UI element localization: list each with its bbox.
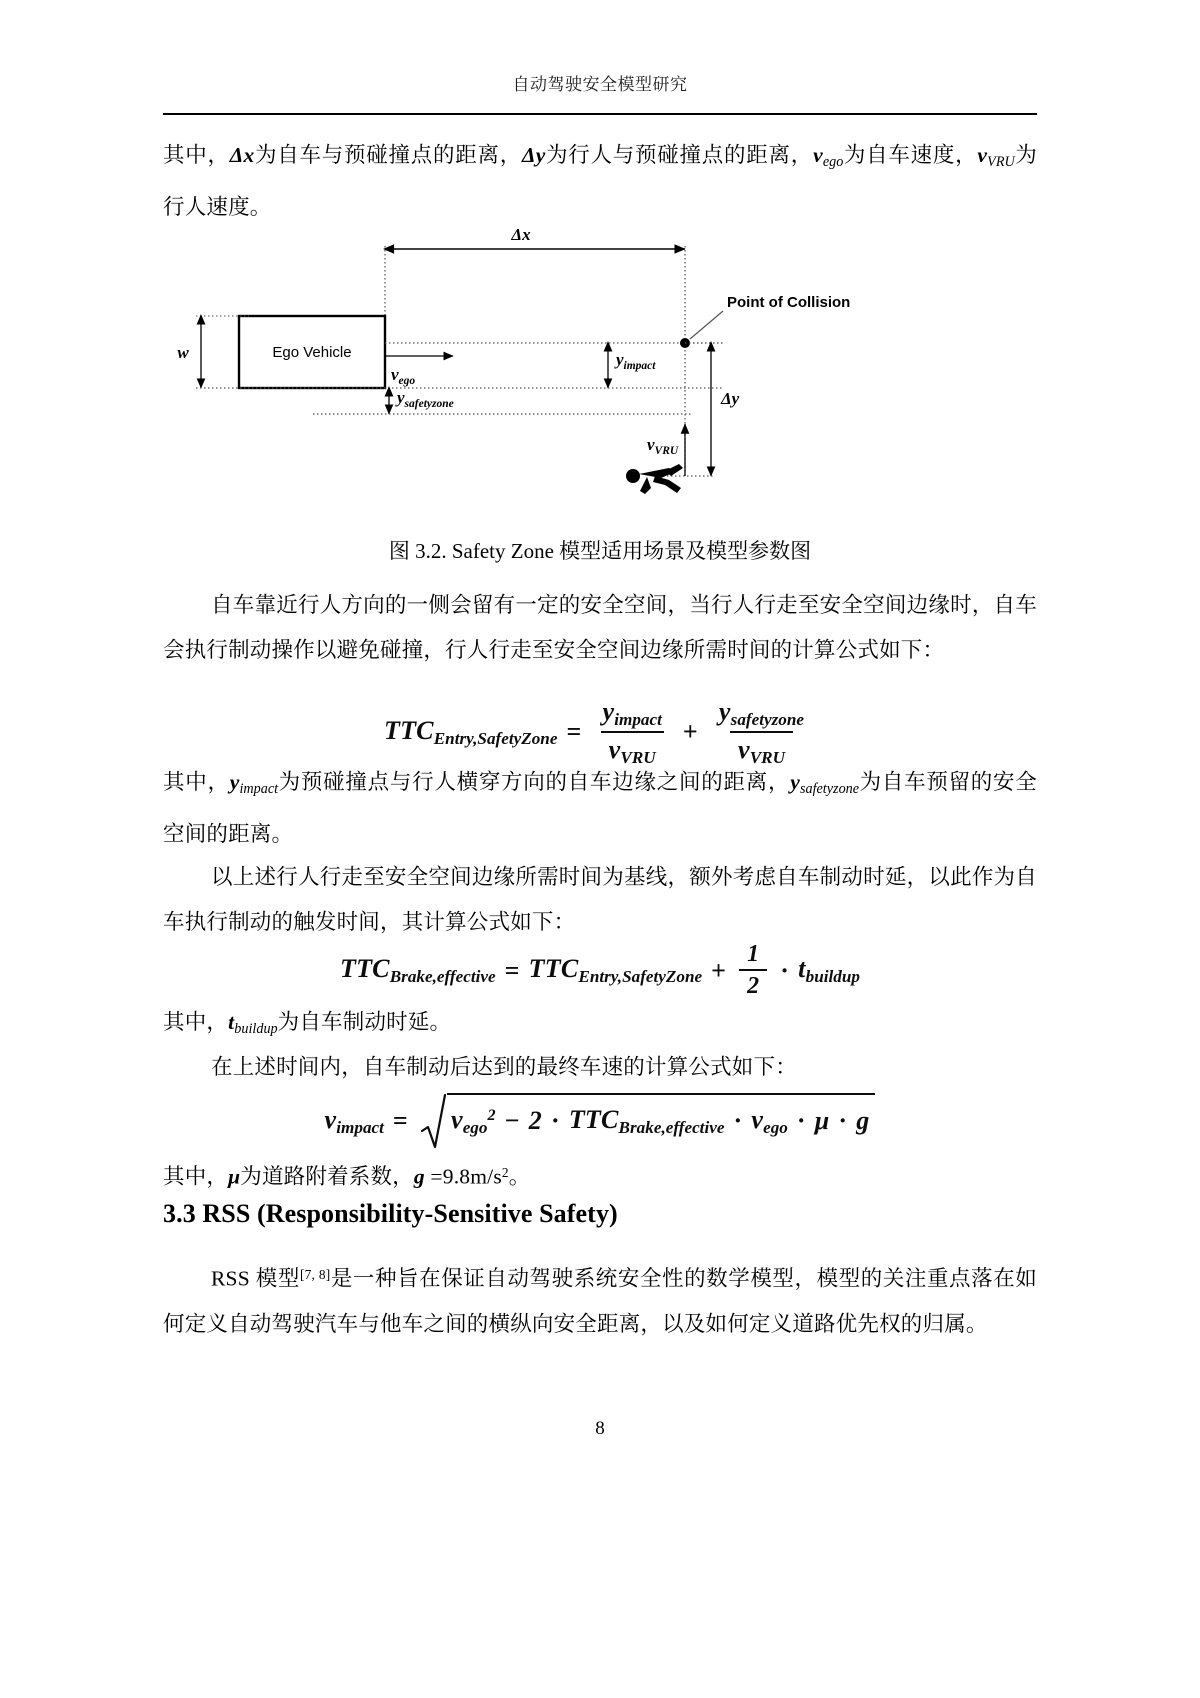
eq2-t-buildup: $t_{buildup}$ <box>798 954 860 986</box>
equation-1-inner <box>384 698 816 767</box>
eq3-two: 2 <box>528 1106 542 1135</box>
header-title: 自动驾驶安全模型研究 <box>512 75 688 94</box>
w-label: w <box>177 343 189 362</box>
eq3-mu: μ <box>814 1106 830 1135</box>
equation-3-inner <box>325 1093 876 1149</box>
y-safetyzone-label: $y_{safetyzone}$ <box>397 388 454 410</box>
equation-ttc-entry-safetyzone <box>163 698 1037 767</box>
p3-seg3: 为自车预留的安全空间的距离。 <box>163 770 1037 846</box>
eq2-dot: · <box>780 955 790 985</box>
eq3-minus: − <box>504 1106 520 1135</box>
eq1-den-2: $v_{VRU}$ <box>730 731 793 767</box>
paragraph-3 <box>163 760 1037 857</box>
p1-delta-x: Δx <box>229 143 255 167</box>
p5-t-buildup-sub: buildup <box>234 1020 278 1037</box>
p5-seg1: 其中， <box>163 1010 229 1034</box>
page-number: 8 <box>595 1418 605 1439</box>
eq1-den-1: $v_{VRU}$ <box>601 731 664 767</box>
eq3-g: g <box>856 1106 870 1135</box>
p1-delta-y: Δy <box>522 143 546 167</box>
point-of-collision-label: Point of Collision <box>727 294 851 311</box>
paragraph-1 <box>163 133 1037 230</box>
header-rule <box>163 113 1037 115</box>
eq2-half-fraction <box>739 942 767 999</box>
eq1-fraction-2 <box>711 698 812 767</box>
paragraph-6: 在上述时间内，自车制动后达到的最终车速的计算公式如下： <box>211 1055 797 1079</box>
equation-2-inner <box>340 942 860 999</box>
section-heading-3-3: 3.3 RSS (Responsibility-Sensitive Safety) <box>163 1199 618 1228</box>
p1-seg3: 为行人与预碰撞点的距离， <box>545 143 814 167</box>
p3-y-impact-sub: impact <box>239 780 279 797</box>
eq1-fraction-1 <box>594 698 669 767</box>
p3-y-impact: y <box>229 770 240 794</box>
eq3-lhs: $v_{impact}$ <box>324 1104 384 1137</box>
eq3-radicand <box>447 1093 876 1149</box>
paragraph-2: 自车靠近行人方向的一侧会留有一定的安全空间，当行人行走至安全空间边缘时，自车会执行制动操作以避免碰撞，行人行走至安全空间边缘所需时间的计算公式如下： <box>163 593 1037 662</box>
eq2-lhs: $TTC_{Brake,effective}$ <box>340 954 496 986</box>
paragraph-2-block <box>163 583 1037 673</box>
p8-seg2: 是一种旨在保证自动驾驶系统安全性的数学模型，模型的关注重点落在如何定义自动驾驶汽车与他车之间的横纵向安全距离，以及如何定义道路优先权的归属。 <box>163 1266 1037 1336</box>
p7-seg2: 为道路附着系数， <box>240 1164 414 1189</box>
paragraph-8-block <box>163 1252 1037 1347</box>
eq2-rhs-ttc: $TTC_{Entry,SafetyZone}$ <box>528 954 703 986</box>
eq2-equals: = <box>504 955 520 985</box>
eq1-equals: = <box>566 717 582 747</box>
p3-seg1: 其中， <box>163 770 230 794</box>
p8-citation-ref: [7, 8] <box>299 1267 331 1282</box>
paragraph-4-block <box>163 855 1037 945</box>
p1-v-ego-sub: ego <box>822 153 844 170</box>
p7-seg3: =9.8m/s <box>424 1164 502 1189</box>
y-impact-label: $y_{impact}$ <box>616 350 656 372</box>
p7-superscript: 2 <box>501 1165 509 1180</box>
eq3-dot-2: · <box>733 1106 743 1135</box>
p7-seg1: 其中， <box>163 1164 229 1189</box>
eq3-equals: = <box>392 1106 408 1135</box>
eq2-den: 2 <box>739 969 767 999</box>
eq3-ttc: $TTC_{Brake,effective}$ <box>568 1104 725 1137</box>
paragraph-7-block <box>163 1150 1037 1200</box>
eq2-num: 1 <box>747 941 760 967</box>
paragraph-7 <box>163 1150 1037 1200</box>
v-ego-label: $v_{ego}$ <box>391 365 416 387</box>
eq1-plus: + <box>682 717 698 747</box>
paragraph-6-block <box>163 1045 1037 1090</box>
equation-ttc-brake-effective <box>163 942 1037 999</box>
eq3-dot-1: · <box>550 1106 560 1135</box>
sqrt-radical-icon <box>421 1093 447 1149</box>
equation-v-impact <box>163 1093 1037 1149</box>
paragraph-8 <box>163 1252 1037 1347</box>
paragraph-1-block <box>163 133 1037 230</box>
p3-y-safetyzone-sub: safetyzone <box>799 780 860 797</box>
eq1-lhs: $TTC_{Entry,SafetyZone}$ <box>383 715 558 748</box>
p5-t-buildup: t <box>228 1010 235 1034</box>
eq3-sqrt <box>421 1093 876 1149</box>
p3-seg2: 为预碰撞点与行人横穿方向的自车边缘之间的距离， <box>278 770 791 794</box>
safety-zone-svg <box>163 228 1037 500</box>
v-vru-label: $v_{VRU}$ <box>647 435 679 457</box>
p5-seg2: 为自车制动时延。 <box>277 1010 452 1034</box>
p7-g: g <box>413 1164 425 1189</box>
p1-seg4: 为自车速度， <box>843 143 978 167</box>
eq1-num-2: $y_{safetyzone}$ <box>718 697 805 729</box>
p1-v-vru-sub: VRU <box>987 153 1015 170</box>
eq2-plus: + <box>711 955 727 985</box>
running-header <box>0 70 1200 95</box>
p1-seg2: 为自车与预碰撞点的距离， <box>254 143 523 167</box>
ego-vehicle-label: Ego Vehicle <box>272 344 352 361</box>
pedestrian-icon <box>626 464 683 494</box>
p8-seg1: RSS 模型 <box>211 1266 300 1291</box>
delta-x-label: Δx <box>511 228 531 244</box>
eq3-dot-4: · <box>838 1106 848 1135</box>
p7-seg4: 。 <box>508 1164 531 1189</box>
p1-v-vru: v <box>977 143 988 167</box>
eq3-v-ego: $v_{ego}$ <box>751 1104 788 1137</box>
p1-seg5: 为行人速度。 <box>163 143 1038 219</box>
paragraph-3-block <box>163 760 1037 857</box>
figure-caption: 图 3.2. Safety Zone 模型适用场景及模型参数图 <box>388 539 812 563</box>
p3-y-safetyzone: y <box>790 770 800 794</box>
p7-mu: μ <box>228 1164 241 1189</box>
figure-safety-zone-diagram <box>163 228 1037 500</box>
paragraph-4: 以上述行人行走至安全空间边缘所需时间为基线，额外考虑自车制动时延，以此作为自车执行制动的触发时间，其计算公式如下： <box>163 865 1037 934</box>
eq3-dot-3: · <box>796 1106 806 1135</box>
delta-y-label: Δy <box>721 389 740 408</box>
p1-seg1: 其中， <box>163 143 230 167</box>
p1-v-ego: v <box>813 143 823 167</box>
eq1-num-1: $y_{impact}$ <box>602 697 662 729</box>
collision-leader-line <box>690 311 723 339</box>
eq3-v-ego-squared: $v_{ego}^2$ <box>450 1104 496 1137</box>
